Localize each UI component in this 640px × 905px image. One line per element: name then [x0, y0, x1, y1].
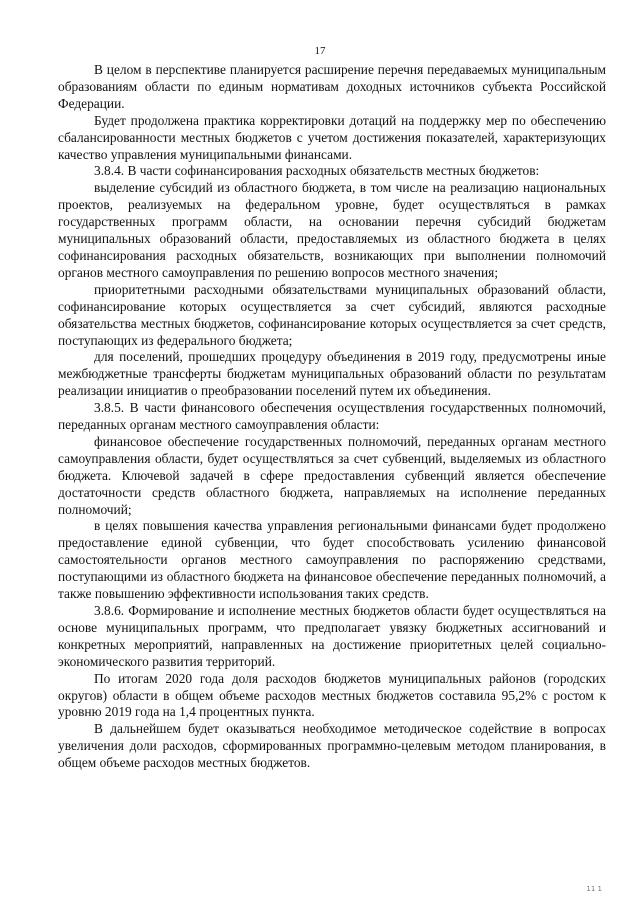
section-heading-3-8-5: 3.8.5. В части финансового обеспечения осуществления государственных полномочий, переданных органам местного самоуправления области: — [58, 400, 606, 433]
paragraph: В дальнейшем будет оказываться необходимое методическое содействие в вопросах увеличения доли расходов, сформированных программно-целевым методом планирования, в общем объеме расходов местных бюджетов. — [58, 721, 606, 771]
paragraph: приоритетными расходными обязательствами муниципальных образований области, софинансирование которых осуществляется за счет субсидий, являются расходные обязательства местных бюджетов, софинансирование которых осуществляется за счет средств, поступающих из федерального бюджета; — [58, 281, 606, 348]
paragraph: для поселений, прошедших процедуру объединения в 2019 году, предусмотрены иные межбюджетные трансферты бюджетам муниципальных образований области по результатам реализации инициатив о преобразовании поселений путем их объединения. — [58, 349, 606, 399]
section-heading-3-8-6: 3.8.6. Формирование и исполнение местных бюджетов области будет осуществляться на основе муниципальных программ, что предполагает увязку бюджетных ассигнований и конкретных мероприятий, направленных на достижение приоритетных целей социально-экономического развития территорий. — [58, 603, 606, 669]
paragraph: в целях повышения качества управления региональными финансами будет продолжено предоставление единой субвенции, что будет способствовать усилению финансовой самостоятельности органов местного самоуправления по распоряжению средствами, поступающими из областного бюджета на финансовое обеспечение переданных полномочий, а также повышению эффективности использования таких средств. — [58, 518, 606, 602]
paragraph: По итогам 2020 года доля расходов бюджетов муниципальных районов (городских округов) области в общем объеме расходов местных бюджетов составила 95,2% с ростом к уровню 2019 года на 1,4 процентных пункта. — [58, 670, 606, 720]
paragraph: финансовое обеспечение государственных полномочий, переданных органам местного самоуправления области, будет осуществляться за счет субвенций, выделяемых из областного бюджета. Ключевой задачей в сфере предоставления субвенций является обеспечение достаточности средств областного бюджета, направляемых на исполнение переданных полномочий; — [58, 433, 606, 517]
paragraph: выделение субсидий из областного бюджета, в том числе на реализацию национальных проектов, реализуемых на федеральном уровне, будет осуществляться в рамках государственных программ области, на основании перечня субсидий бюджетам муниципальных образований области, предоставляемых из областного бюджета в целях софинансирования расходных обязательств, возникающих при выполнении полномочий органов местного самоуправления по решению вопросов местного значения; — [58, 180, 606, 280]
paragraph: Будет продолжена практика корректировки дотаций на поддержку мер по обеспечению сбалансированности местных бюджетов с учетом достижения показателей, характеризующих качество управления муниципальными финансами. — [58, 112, 606, 162]
document-body — [58, 62, 606, 772]
footer-mark: 11 1 — [586, 885, 602, 893]
paragraph: В целом в перспективе планируется расширение перечня передаваемых муниципальным образованиям области по единым нормативам доходных источников субъекта Российской Федерации. — [58, 62, 606, 111]
section-heading-3-8-4: 3.8.4. В части софинансирования расходных обязательств местных бюджетов: — [94, 163, 540, 179]
page-number: 17 — [314, 45, 326, 57]
